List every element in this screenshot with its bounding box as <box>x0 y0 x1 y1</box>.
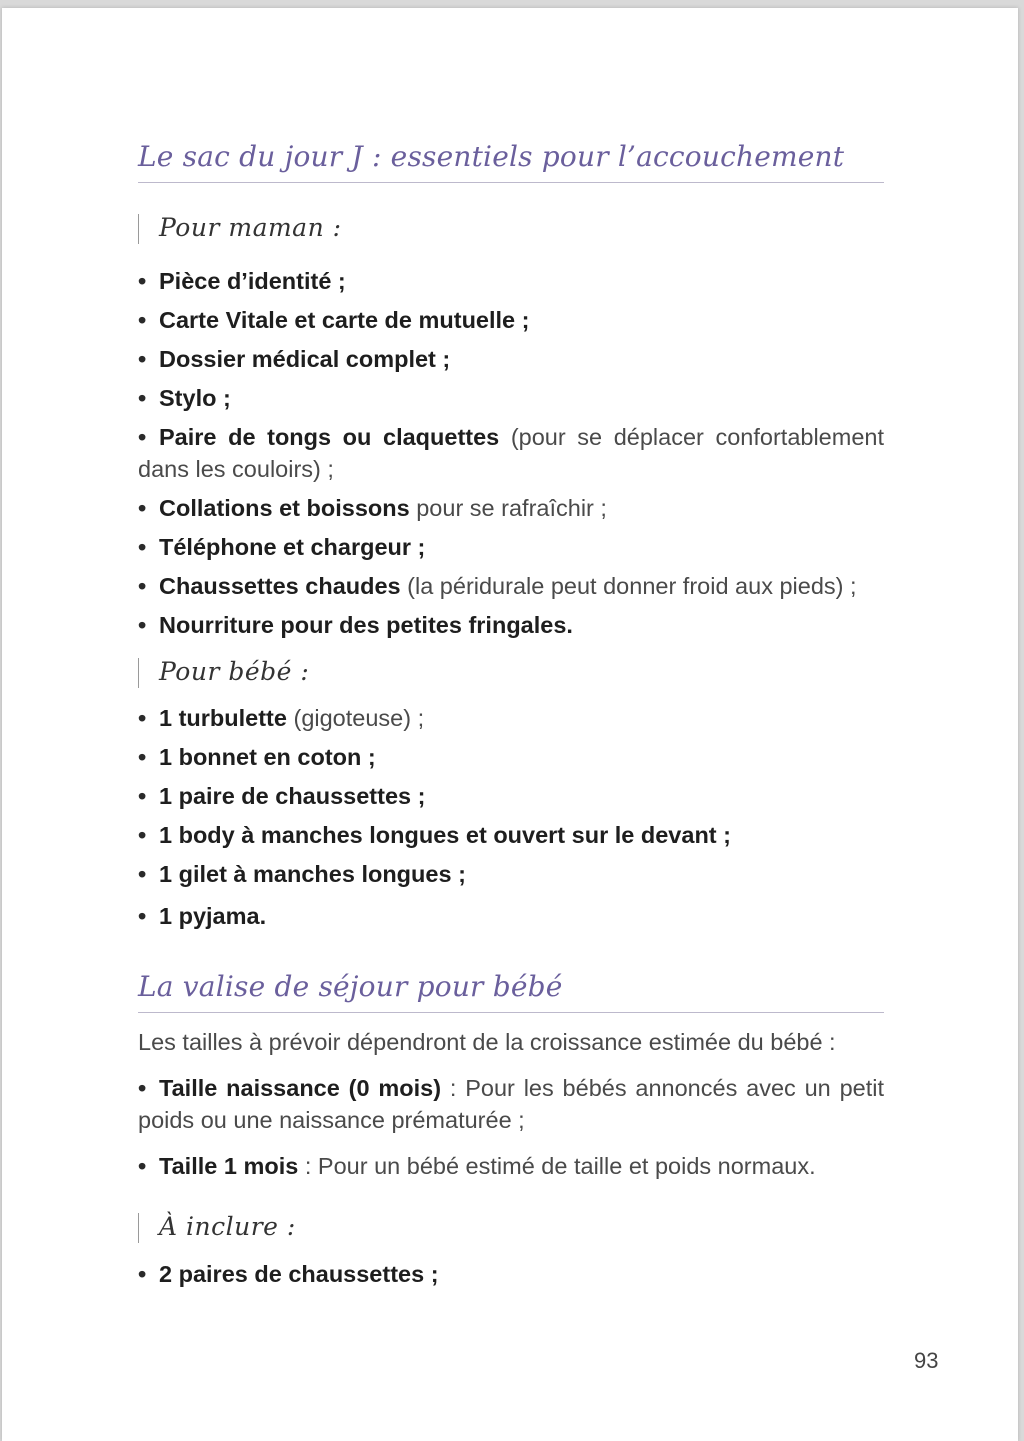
list-item <box>138 780 884 812</box>
list-item <box>138 1150 884 1182</box>
item-label: Taille naissance (0 mois) <box>159 1075 442 1101</box>
bullet: • <box>138 346 147 372</box>
bullet: • <box>138 573 147 599</box>
intro-paragraph: Les tailles à prévoir dépendront de la croissance estimée du bébé : <box>138 1029 836 1055</box>
list-item <box>138 531 884 563</box>
bullet: • <box>138 268 147 294</box>
bullet: • <box>138 424 147 450</box>
section-title-baby-suitcase: La valise de séjour pour bébé <box>138 970 884 1013</box>
bullet: • <box>138 385 147 411</box>
bullet: • <box>138 822 147 848</box>
list-item <box>138 858 884 890</box>
item-note: (la péridurale peut donner froid aux pieds) ; <box>400 573 857 599</box>
item-label: 1 body à manches longues et ouvert sur le devant ; <box>159 822 731 848</box>
list-item <box>138 1258 884 1290</box>
book-page <box>2 8 1018 1441</box>
item-note: : Pour un bébé estimé de taille et poids normaux. <box>298 1153 816 1179</box>
list-item <box>138 492 884 524</box>
bullet: • <box>138 495 147 521</box>
list-item <box>138 900 884 932</box>
list-item <box>138 819 884 851</box>
item-label: 1 bonnet en coton ; <box>159 744 376 770</box>
item-label: Pièce d’identité ; <box>159 268 346 294</box>
list-item <box>138 343 884 375</box>
bullet: • <box>138 534 147 560</box>
item-label: Chaussettes chaudes <box>159 573 401 599</box>
item-label: 1 gilet à manches longues ; <box>159 861 466 887</box>
list-item <box>138 304 884 336</box>
item-label: 1 pyjama. <box>159 903 267 929</box>
item-label: Paire de tongs ou claquettes <box>159 424 500 450</box>
section-title-delivery-bag: Le sac du jour J : essentiels pour l’accouchement <box>138 140 884 183</box>
list-item <box>138 1072 884 1136</box>
item-label: Téléphone et chargeur ; <box>159 534 426 560</box>
item-note: (pour se déplacer confortablement dans les couloirs) ; <box>138 424 884 482</box>
bullet: • <box>138 307 147 333</box>
bullet: • <box>138 705 147 731</box>
item-label: Carte Vitale et carte de mutuelle ; <box>159 307 530 333</box>
bullet: • <box>138 903 147 929</box>
list-item <box>138 265 884 297</box>
bullet: • <box>138 783 147 809</box>
item-label: Nourriture pour des petites fringales. <box>159 612 573 638</box>
bullet: • <box>138 744 147 770</box>
subheading-baby: Pour bébé : <box>138 658 309 688</box>
page-number: 93 <box>914 1348 939 1373</box>
list-item <box>138 382 884 414</box>
item-note: pour se rafraîchir ; <box>409 495 607 521</box>
subheading-mom: Pour maman : <box>138 214 342 244</box>
list-item <box>138 609 884 641</box>
bullet: • <box>138 1153 147 1179</box>
bullet: • <box>138 1261 147 1287</box>
item-label: Dossier médical complet ; <box>159 346 451 372</box>
item-label: Taille 1 mois <box>159 1153 299 1179</box>
subheading-include: À inclure : <box>138 1213 296 1243</box>
bullet: • <box>138 861 147 887</box>
item-note: (gigoteuse) ; <box>286 705 425 731</box>
item-note: : Pour les bébés annoncés avec un petit poids ou une naissance prématurée ; <box>138 1075 884 1133</box>
bullet: • <box>138 1075 147 1101</box>
list-item <box>138 570 884 602</box>
item-label: 2 paires de chaussettes ; <box>159 1261 439 1287</box>
item-label: Stylo ; <box>159 385 231 411</box>
item-label: 1 turbulette <box>159 705 287 731</box>
bullet: • <box>138 612 147 638</box>
list-item <box>138 702 884 734</box>
list-item <box>138 741 884 773</box>
item-label: Collations et boissons <box>159 495 410 521</box>
list-item <box>138 421 884 485</box>
item-label: 1 paire de chaussettes ; <box>159 783 426 809</box>
